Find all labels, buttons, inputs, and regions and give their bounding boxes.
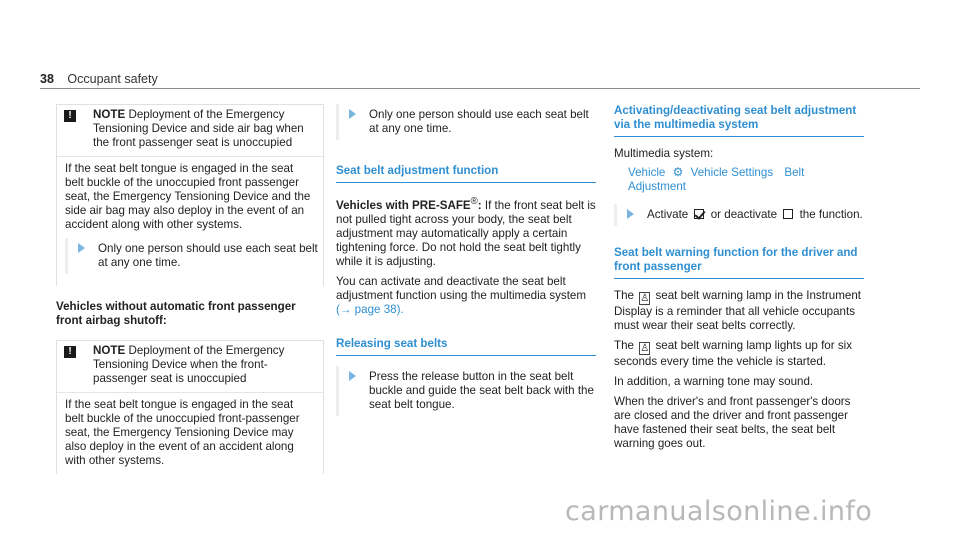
bullet-text: the function. bbox=[799, 208, 863, 221]
bullet-item bbox=[336, 104, 596, 140]
paragraph bbox=[614, 289, 864, 333]
paragraph bbox=[336, 195, 596, 269]
lead-text: Vehicles with PRE-SAFE bbox=[336, 198, 471, 212]
column-middle bbox=[336, 104, 596, 416]
bullet-arrow-icon bbox=[78, 243, 85, 253]
column-right bbox=[614, 104, 864, 451]
note-header bbox=[57, 105, 323, 156]
section-heading: Releasing seat belts bbox=[336, 337, 596, 356]
menu-path-settings[interactable]: Vehicle Settings bbox=[690, 166, 774, 179]
warning-icon: ! bbox=[64, 110, 76, 122]
paragraph-text: Multimedia system: bbox=[614, 147, 714, 160]
paragraph-text: You can activate and deactivate the seat belt adjustment function using the multimedia system bbox=[336, 274, 587, 302]
section-heading: Seat belt adjustment function bbox=[336, 164, 596, 183]
bullet-text: Only one person should use each seat belt at any one time. bbox=[369, 108, 589, 135]
paragraph-text: seat belt warning lamp lights up for six seconds every time the vehicle is started. bbox=[614, 339, 852, 368]
menu-path-belt-adjustment[interactable]: Belt Adjustment bbox=[628, 166, 805, 193]
bullet-arrow-icon bbox=[349, 109, 356, 119]
bullet-text: or deactivate bbox=[710, 208, 778, 221]
subheading: Vehicles without automatic front passenger front airbag shutoff: bbox=[56, 300, 296, 327]
bullet-text: Only one person should use each seat belt at any one time. bbox=[98, 242, 318, 269]
menu-path-vehicle[interactable]: Vehicle bbox=[628, 166, 666, 179]
section-heading: Seat belt warning function for the driver and front passenger bbox=[614, 246, 864, 279]
section-heading: Activating/deactivating seat belt adjustment via the multimedia system bbox=[614, 104, 864, 137]
checkbox-checked-icon bbox=[694, 209, 704, 219]
paragraph bbox=[614, 339, 864, 369]
checkbox-unchecked-icon bbox=[783, 209, 793, 219]
bullet-text: Activate bbox=[647, 208, 689, 221]
note-title: Deployment of the Emergency Tensioning Device and side air bag when the front passenger seat is unoccupied bbox=[93, 108, 304, 149]
paragraph-text: The bbox=[614, 289, 634, 302]
page-number: 38 bbox=[40, 72, 54, 86]
note-title: Deployment of the Emergency Tensioning Device when the front-passenger seat is unoccupied bbox=[93, 344, 285, 385]
note-header bbox=[57, 341, 323, 392]
bullet-item bbox=[336, 366, 596, 416]
paragraph-text: seat belt warning lamp in the Instrument Display is a reminder that all vehicle occupants must wear their seat belts correctly. bbox=[614, 289, 862, 332]
paragraph bbox=[336, 275, 596, 317]
note-label: NOTE bbox=[93, 344, 126, 357]
bullet-text: Press the release button in the seat belt buckle and guide the seat belt back with the seat belt tongue. bbox=[369, 369, 594, 411]
paragraph-text: If the front seat belt is not pulled tight across your body, the seat belt adjustment may automatically apply a certain tightening force. Do not hold the seat belt tightly while it is adjusting. bbox=[336, 198, 596, 268]
note-box-1 bbox=[56, 104, 324, 286]
seatbelt-warning-icon: ♙ bbox=[640, 343, 650, 354]
menu-path bbox=[614, 165, 864, 194]
page-header bbox=[40, 72, 158, 86]
warning-icon: ! bbox=[64, 346, 76, 358]
header-divider bbox=[40, 88, 920, 89]
watermark: carmanualsonline.info bbox=[565, 496, 873, 527]
note-body: If the seat belt tongue is engaged in the seat belt buckle of the unoccupied front-passenger seat, the Emergency Tensioning Device may also deploy in the event of an accident along with other systems. bbox=[57, 392, 323, 474]
page-reference-link[interactable]: (→ page 38). bbox=[336, 302, 404, 316]
note-box-2 bbox=[56, 340, 324, 474]
bullet-arrow-icon bbox=[349, 371, 356, 381]
paragraph-text: The bbox=[614, 339, 634, 352]
lead-colon: : bbox=[477, 198, 482, 212]
registered-mark: ® bbox=[470, 196, 478, 207]
seatbelt-warning-icon: ♙ bbox=[640, 293, 650, 304]
note-body: If the seat belt tongue is engaged in the seat belt buckle of the unoccupied front passenger seat, the Emergency Tensioning Device and the side air bag may also deploy in the event of an accident along with other systems. bbox=[57, 156, 323, 238]
note-label: NOTE bbox=[93, 108, 126, 121]
paragraph-text: When the driver's and front passenger's doors are closed and the driver and front passenger have fastened their seat belts, the seat belt warning goes out. bbox=[614, 395, 851, 450]
bullet-arrow-icon bbox=[627, 209, 634, 219]
settings-icon: ⚙ bbox=[672, 165, 684, 179]
paragraph-text: In addition, a warning tone may sound. bbox=[614, 375, 814, 388]
section-title: Occupant safety bbox=[67, 72, 158, 86]
bullet-item bbox=[614, 204, 864, 226]
bullet-item bbox=[65, 238, 323, 274]
column-left bbox=[56, 104, 324, 474]
